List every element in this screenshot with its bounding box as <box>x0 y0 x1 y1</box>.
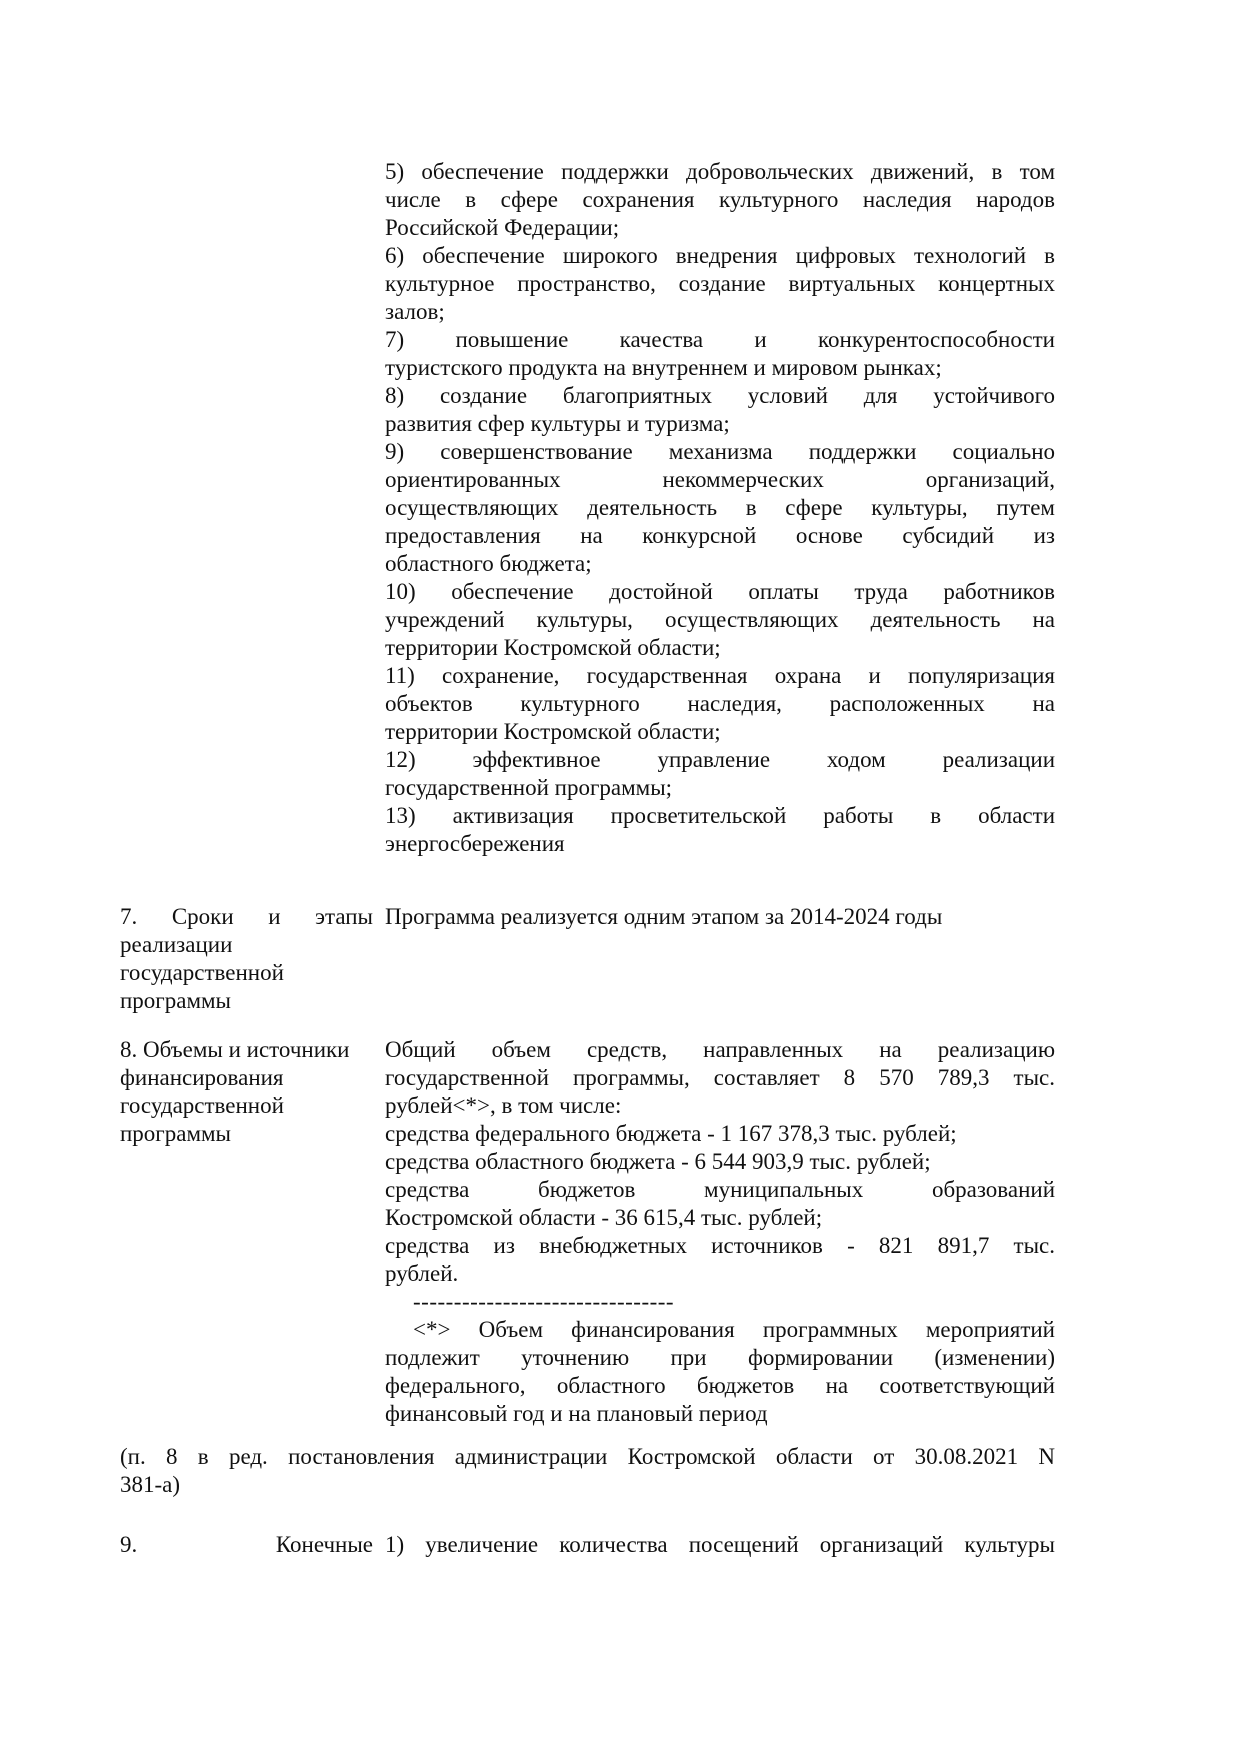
row7-content <box>385 903 1055 931</box>
amendment-note <box>120 1443 1055 1499</box>
text-line: (п. 8 в ред. постановления администрации Костромской области от 30.08.2021 N <box>120 1444 1055 1469</box>
text-line: туристского продукта на внутреннем и мировом рынках; <box>385 355 942 380</box>
text-line: залов; <box>385 299 445 324</box>
text-line: государственной <box>120 960 284 985</box>
task-item <box>385 326 1055 382</box>
footnote-separator: -------------------------------- <box>413 1289 675 1314</box>
row9-label <box>120 1531 373 1559</box>
text-line: 13) активизация просветительской работы в области <box>385 803 1055 828</box>
text-line: 7. Сроки и этапы <box>120 904 373 929</box>
tasks-list <box>385 158 1055 858</box>
text-line: 8. Объемы и источники <box>120 1037 350 1062</box>
text-line: программы <box>120 988 232 1013</box>
row7-label <box>120 903 373 1015</box>
task-item <box>385 662 1055 746</box>
task-item <box>385 438 1055 578</box>
text-line: рублей. <box>385 1261 459 1286</box>
footnote-line: подлежит уточнению при формировании (изменении) <box>385 1345 1055 1370</box>
row9-content <box>385 1531 1055 1559</box>
text-line: территории Костромской области; <box>385 719 721 744</box>
text-line: средства федерального бюджета - 1 167 378,3 тыс. рублей; <box>385 1121 957 1146</box>
text-line: реализации <box>120 932 233 957</box>
text-line: финансирования <box>120 1065 284 1090</box>
task-item <box>385 746 1055 802</box>
text-line: числе в сфере сохранения культурного наследия народов <box>385 187 1055 212</box>
footnote-line: финансовый год и на плановый период <box>385 1401 768 1426</box>
task-item <box>385 578 1055 662</box>
text-line: учреждений культуры, осуществляющих деятельность на <box>385 607 1055 632</box>
text-line: 7) повышение качества и конкурентоспособности <box>385 327 1055 352</box>
row8-label <box>120 1036 373 1148</box>
footnote-line: федерального, областного бюджетов на соответствующий <box>385 1373 1055 1398</box>
text-line: Российской Федерации; <box>385 215 620 240</box>
text-line: ориентированных некоммерческих организаций, <box>385 467 1055 492</box>
text-line: объектов культурного наследия, расположенных на <box>385 691 1055 716</box>
text-line: областного бюджета; <box>385 551 592 576</box>
text-line: 6) обеспечение широкого внедрения цифровых технологий в <box>385 243 1055 268</box>
text-line: территории Костромской области; <box>385 635 721 660</box>
task-item <box>385 158 1055 242</box>
text-line: 1) увеличение количества посещений организаций культуры <box>385 1532 1055 1557</box>
text-line: культурное пространство, создание виртуальных концертных <box>385 271 1055 296</box>
task-item <box>385 382 1055 438</box>
text-line: средства из внебюджетных источников - 821 891,7 тыс. <box>385 1233 1055 1258</box>
text-line: Программа реализуется одним этапом за 2014-2024 годы <box>385 904 943 929</box>
text-line: государственной программы; <box>385 775 673 800</box>
text-line: 11) сохранение, государственная охрана и популяризация <box>385 663 1055 688</box>
text-line: предоставления на конкурсной основе субсидий из <box>385 523 1055 548</box>
text-line: развития сфер культуры и туризма; <box>385 411 730 436</box>
text-line: программы <box>120 1121 232 1146</box>
task-item <box>385 242 1055 326</box>
row8-content <box>385 1036 1055 1428</box>
text-line: государственной программы, составляет 8 570 789,3 тыс. <box>385 1065 1055 1090</box>
text-line: 5) обеспечение поддержки добровольческих движений, в том <box>385 159 1055 184</box>
text-line: государственной <box>120 1093 284 1118</box>
text-line: средства бюджетов муниципальных образований <box>385 1177 1055 1202</box>
task-item <box>385 802 1055 858</box>
footnote-line: <*> Объем финансирования программных мероприятий <box>413 1317 1055 1342</box>
row9-word: Конечные <box>275 1532 373 1557</box>
text-line: 9) совершенствование механизма поддержки социально <box>385 439 1055 464</box>
text-line: 12) эффективное управление ходом реализации <box>385 747 1055 772</box>
text-line: Костромской области - 36 615,4 тыс. рублей; <box>385 1205 823 1230</box>
text-line: 381-а) <box>120 1472 181 1497</box>
row9-number: 9. <box>120 1532 138 1557</box>
text-line: 10) обеспечение достойной оплаты труда работников <box>385 579 1055 604</box>
text-line: осуществляющих деятельность в сфере культуры, путем <box>385 495 1055 520</box>
text-line: энергосбережения <box>385 831 565 856</box>
text-line: 8) создание благоприятных условий для устойчивого <box>385 383 1055 408</box>
text-line: рублей<*>, в том числе: <box>385 1093 622 1118</box>
text-line: Общий объем средств, направленных на реализацию <box>385 1037 1055 1062</box>
text-line: средства областного бюджета - 6 544 903,9 тыс. рублей; <box>385 1149 931 1174</box>
